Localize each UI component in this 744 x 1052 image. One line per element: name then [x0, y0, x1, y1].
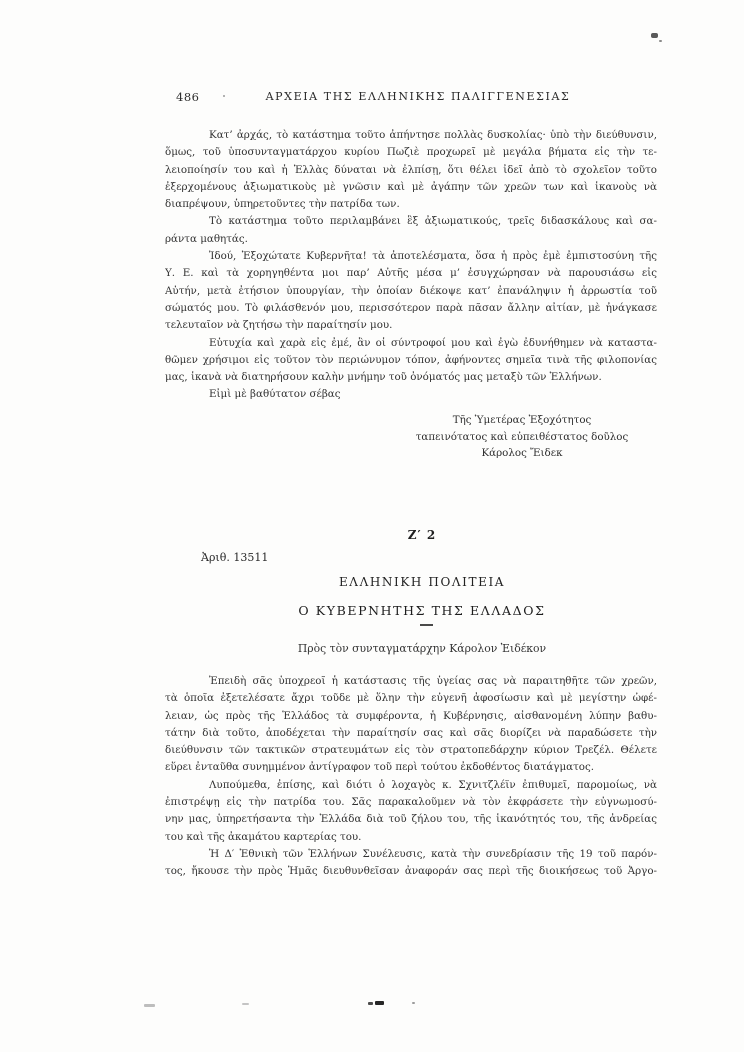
running-header-title: ΑΡΧΕΙΑ ΤΗΣ ΕΛΛΗΝΙΚΗΣ ΠΑΛΙΓΓΕΝΕΣΙΑΣ: [265, 90, 571, 103]
scan-speck: [223, 95, 225, 97]
decree-paragraph-1: [165, 673, 657, 777]
governor-heading: Ο ΚΥΒΕΡΝΗΤΗΣ ΤΗΣ ΕΛΛΑΔΟΣ: [298, 603, 546, 618]
text-line: ἐπιστρέψῃ εἰς τὴν πατρίδα του. Σᾶς παρακαλοῦμεν νὰ τὸν ἐκφράσετε τὴν εὐγνωμοσύ-: [165, 796, 657, 809]
document-number-label: Ἀριθ. 13511: [201, 551, 269, 564]
text-line: Ἰδού, Ἐξοχώτατε Κυβερνῆτα! τὰ ἀποτελέσματα, ὅσα ἡ πρὸς ἐμὲ ἐμπιστοσύνη τῆς: [209, 250, 657, 263]
text-line: Ἡ Δ′ Ἐθνικὴ τῶν Ἑλλήνων Συνέλευσις, κατὰ τὴν συνεδρίασιν τῆς 19 τοῦ παρόν-: [209, 847, 657, 860]
text-line: Κατ’ ἀρχάς, τὸ κατάστημα τοῦτο ἀπήντησε πολλὰς δυσκολίας· ὑπὸ τὴν διεύθυνσιν,: [209, 129, 657, 141]
heading-underline-mark: [420, 624, 433, 626]
letter-closing-salutation: Εἰμὶ μὲ βαθύτατον σέβας: [209, 388, 341, 401]
text-line: τάτην διὰ τοῦτο, ἀποδέχεται τὴν παραίτησίν σας καὶ σᾶς διορίζει νὰ παραδώσετε τὴν: [165, 726, 657, 739]
text-line: ἐξερχομένους ἀξιωματικοὺς μὲ γνῶσιν καὶ μὲ ἀγάπην τῶν χρεῶν των καὶ ἱκανοὺς νὰ: [165, 180, 657, 193]
letter-body: [165, 127, 657, 404]
scan-speck: [144, 1004, 155, 1007]
decree-body: [165, 673, 657, 881]
text-line: Λυπούμεθα, ἐπίσης, καὶ διότι ὁ λοχαγὸς κ. Σχνιτζλέϊν ἐπιθυμεῖ, παρομοίως, νὰ: [209, 778, 657, 791]
letter-paragraph-2: [165, 213, 657, 248]
text-line: μας, ἱκανὰ νὰ διατηρήσουν καλὴν μνήμην τοῦ ὀνόματός μας μεταξὺ τῶν Ἑλλήνων.: [165, 371, 602, 384]
text-line: ταπεινότατος καὶ εὐπειθέστατος δοῦλος: [415, 430, 629, 443]
text-line: διαπρέψουν, ὑπηρετοῦντες τὴν πατρίδα των.: [165, 198, 400, 211]
addressee-line: Πρὸς τὸν συνταγματάρχην Κάρολον Ἐιδέκον: [297, 642, 547, 655]
scan-speck: [375, 1001, 384, 1005]
page-number: 486: [176, 90, 200, 104]
state-heading: ΕΛΛΗΝΙΚΗ ΠΟΛΙΤΕΙΑ: [338, 575, 506, 589]
letter-paragraph-1: [165, 127, 657, 213]
letter-paragraph-4: [165, 335, 657, 387]
text-line: Εὐτυχία καὶ χαρὰ εἰς ἐμέ, ἂν οἱ σύντροφοί μου καὶ ἐγὼ ἐδυνήθημεν νὰ καταστα-: [209, 336, 657, 349]
letter-paragraph-3: [165, 248, 657, 334]
text-line: σώματός μου. Τὸ φιλάσθενόν μου, περισσότερον παρὰ πᾶσαν ἄλλην αἰτίαν, μὲ ἠνάγκασε: [165, 301, 657, 314]
text-line: του καὶ τῆς ἀκαμάτου καρτερίας του.: [165, 830, 362, 843]
text-line: νην μας, ὑπηρετήσαντα τὴν Ἑλλάδα διὰ τοῦ ζήλου του, τῆς ἱκανότητός του, τῆς ἀνδρείας: [165, 813, 657, 826]
text-line: Αὐτήν, μετὰ ἐτήσιον ὑπουργίαν, τὴν ὁποίαν διέκοψε κατ’ ἐπανάληψιν ἡ ἀρρωστία τοῦ: [165, 284, 657, 297]
document-section-label: Ζ′ 2: [407, 528, 437, 542]
text-line: τελευταῖον νὰ ζητήσω τὴν παραίτησίν μου.: [165, 319, 393, 332]
text-line: λειοποίησίν του καὶ ἡ Ἑλλὰς δύναται νὰ ἐλπίσῃ, ὅτι θέλει ἰδεῖ ἀπὸ τὸ σχολεῖον τοῦτο: [165, 163, 657, 176]
signature-block: [352, 412, 692, 462]
text-line: τὰ ὁποῖα ἐξετελέσατε ἄχρι τοῦδε μὲ ὅλην τὴν εὐγενῆ ἀφοσίωσιν καὶ μὲ μεγίστην ὠφέ-: [165, 692, 657, 705]
text-line: Τὸ κατάστημα τοῦτο περιλαμβάνει ἓξ ἀξιωματικούς, τρεῖς διδασκάλους καὶ σα-: [209, 215, 657, 228]
scan-speck: [368, 1002, 373, 1005]
decree-paragraph-3: [165, 846, 657, 881]
text-line: λειαν, ὡς πρὸς τῆς Ἑλλάδος τὰ συμφέροντα, ἡ Κυβέρνησις, αἰσθανομένη λύπην βαθυ-: [165, 709, 657, 722]
text-line: Ἐπειδὴ σᾶς ὑποχρεοῖ ἡ κατάστασις τῆς ὑγείας σας νὰ παραιτηθῆτε τῶν χρεῶν,: [209, 675, 657, 687]
decree-paragraph-2: [165, 777, 657, 846]
scan-speck: [659, 40, 662, 42]
text-line: θῶμεν χρήσιμοι εἰς τοῦτον τὸν περιώνυμον τόπον, ἀφήνοντες σημεῖα τινὰ τῆς φιλοπονίας: [165, 353, 657, 366]
text-line: διεύθυνσιν τῶν τακτικῶν στρατευμάτων εἰς τὸν στρατοπεδάρχην κύριον Τρεζέλ. Θέλετε: [165, 744, 657, 757]
text-line: εὕρει ἐνταῦθα συνημμένον ἀντίγραφον τοῦ περὶ τούτου ἐκδοθέντος διατάγματος.: [165, 761, 595, 774]
text-line: ὅμως, τοῦ ὑποσυνταγματάρχου κυρίου Πωζιὲ προχωρεῖ μὲ μεγάλα βήματα εἰς τὴν τε-: [165, 146, 657, 159]
text-line: Κάρολος Ἔιδεκ: [481, 447, 563, 460]
scan-speck: [412, 1002, 415, 1004]
scan-speck: [651, 33, 658, 38]
text-line: ράντα μαθητάς.: [165, 232, 248, 245]
scan-speck: [242, 1003, 249, 1005]
text-line: τος, ἤκουσε τὴν πρὸς Ἡμᾶς διευθυνθεῖσαν ἀναφοράν σας περὶ τῆς διοικήσεως τοῦ Ἀργο-: [165, 865, 657, 878]
text-line: Τῆς Ὑμετέρας Ἐξοχότητος: [452, 414, 592, 426]
text-line: Υ. Ε. καὶ τὰ χορηγηθέντα μοι παρ’ Αὐτῆς μέσα μ’ ἐσυγχώρησαν νὰ παρουσιάσω εἰς: [165, 267, 657, 280]
